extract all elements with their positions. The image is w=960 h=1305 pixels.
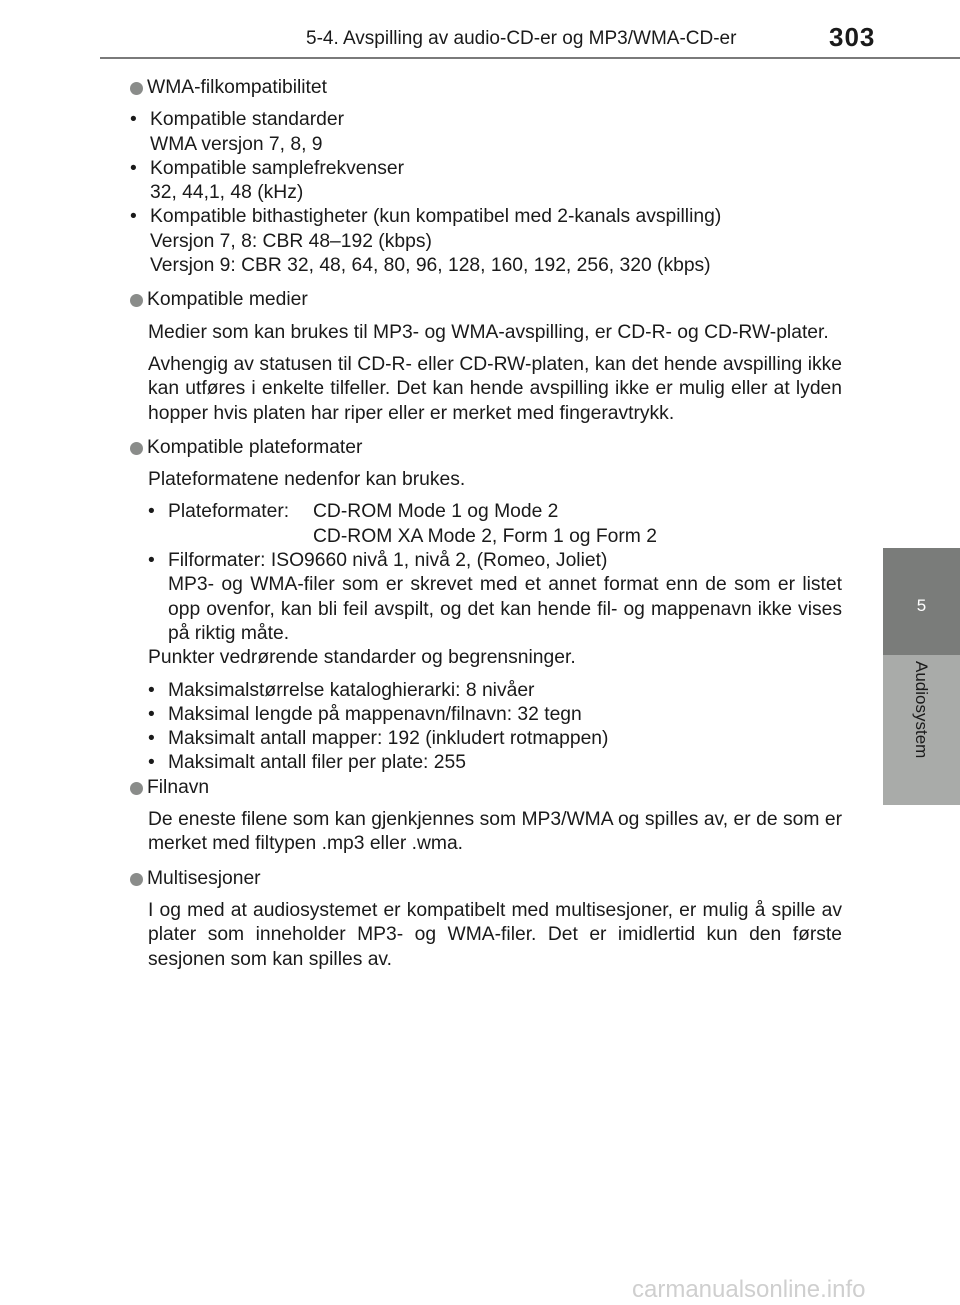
bullet-icon: • (130, 109, 137, 131)
bullet-icon: • (148, 679, 155, 701)
list-item-detail: Versjon 7, 8: CBR 48–192 (kbps) (150, 230, 432, 252)
list-item-text: Kompatible standarder (150, 109, 344, 131)
bullet-icon: • (148, 728, 155, 750)
wma-list (130, 108, 842, 278)
section-heading-media (130, 288, 842, 312)
bullet-circle-icon (130, 782, 143, 795)
bullet-icon: • (130, 157, 137, 179)
list-item-detail: MP3- og WMA-filer som er skrevet med et annet format enn de som er listet opp ovenfor, kan bli feil avspilt, og det kan hende fil- og mappenavn ikke vises på riktig måte. (168, 574, 842, 644)
list-item-detail: Versjon 9: CBR 32, 48, 64, 80, 96, 128, 160, 192, 256, 320 (kbps) (150, 255, 711, 277)
bullet-icon: • (148, 550, 155, 572)
list-item (130, 108, 842, 157)
list-item (130, 205, 842, 278)
list-item-detail: CD-ROM XA Mode 2, Form 1 og Form 2 (313, 525, 657, 547)
list-item-text: Kompatible bithastigheter (kun kompatibel med 2-kanals avspilling) (150, 206, 722, 228)
list-item-detail: WMA versjon 7, 8, 9 (150, 133, 323, 155)
bullet-circle-icon (130, 294, 143, 307)
list-item-text: Maksimalt antall mapper: 192 (inkludert rotmappen) (168, 728, 609, 750)
header-divider (100, 57, 960, 59)
chapter-label-tab (883, 655, 960, 805)
list-item-detail: CD-ROM Mode 1 og Mode 2 (313, 501, 559, 523)
bullet-icon: • (148, 703, 155, 725)
list-item-text: Maksimalt antall filer per plate: 255 (168, 752, 466, 774)
heading-text: Multisesjoner (147, 867, 261, 889)
bullet-icon: • (148, 752, 155, 774)
bullet-circle-icon (130, 873, 143, 886)
heading-text: Filnavn (147, 776, 210, 798)
list-item (148, 679, 842, 703)
limits-list (148, 679, 842, 776)
heading-text: Kompatible medier (147, 289, 308, 311)
list-item-text: Filformater: ISO9660 nivå 1, nivå 2, (Romeo, Joliet) (168, 550, 608, 572)
watermark: carmanualsonline.info (632, 1276, 866, 1303)
page-header (0, 0, 960, 60)
list-item (130, 157, 842, 206)
bullet-circle-icon (130, 442, 143, 455)
heading-text: Kompatible plateformater (147, 436, 363, 458)
chapter-number: 5 (916, 596, 927, 615)
list-item-text: Maksimal lengde på mappenavn/filnavn: 32 tegn (168, 703, 582, 725)
paragraph: Medier som kan brukes til MP3- og WMA-avspilling, er CD-R- og CD-RW-plater. (148, 321, 829, 343)
paragraph: I og med at audiosystemet er kompatibelt med multisesjoner, er mulig å spille av plater som inneholder MP3- og WMA-filer. Det er imidlertid kun den første sesjonen som kan spilles av. (148, 899, 842, 970)
section-title: 5-4. Avspilling av audio-CD-er og MP3/WMA-CD-er (306, 28, 737, 49)
page-content (130, 76, 842, 972)
section-heading-filename (130, 776, 842, 800)
list-item (148, 500, 842, 549)
paragraph: Plateformatene nedenfor kan brukes. (148, 469, 466, 491)
list-item (148, 703, 842, 727)
section-heading-formats (130, 436, 842, 460)
chapter-tab (883, 548, 960, 655)
paragraph: Avhengig av statusen til CD-R- eller CD-RW-platen, kan det hende avspilling ikke kan utføres i enkelte tilfeller. Det kan hende avspilling ikke er mulig eller at lyden hopper hvis platen har riper eller er merket med fingeravtrykk. (148, 353, 842, 424)
bullet-icon: • (148, 501, 155, 523)
bullet-circle-icon (130, 82, 143, 95)
list-item-text: Maksimalstørrelse kataloghierarki: 8 nivåer (168, 679, 535, 701)
list-item (148, 751, 842, 775)
list-item-text: Kompatible samplefrekvenser (150, 157, 404, 179)
section-heading-multisession (130, 867, 842, 891)
chapter-label: Audiosystem (912, 661, 931, 759)
section-heading-wma (130, 76, 842, 100)
page-number: 303 (829, 22, 876, 52)
list-item-label: Plateformater: (168, 501, 290, 523)
list-item-detail: 32, 44,1, 48 (kHz) (150, 182, 304, 204)
list-item (148, 727, 842, 751)
list-item (148, 549, 842, 646)
bullet-icon: • (130, 206, 137, 228)
paragraph: Punkter vedrørende standarder og begrensninger. (148, 647, 576, 669)
paragraph: De eneste filene som kan gjenkjennes som MP3/WMA og spilles av, er de som er merket med filtypen .mp3 eller .wma. (148, 809, 842, 855)
format-list (148, 500, 842, 646)
heading-text: WMA-filkompatibilitet (147, 77, 327, 98)
